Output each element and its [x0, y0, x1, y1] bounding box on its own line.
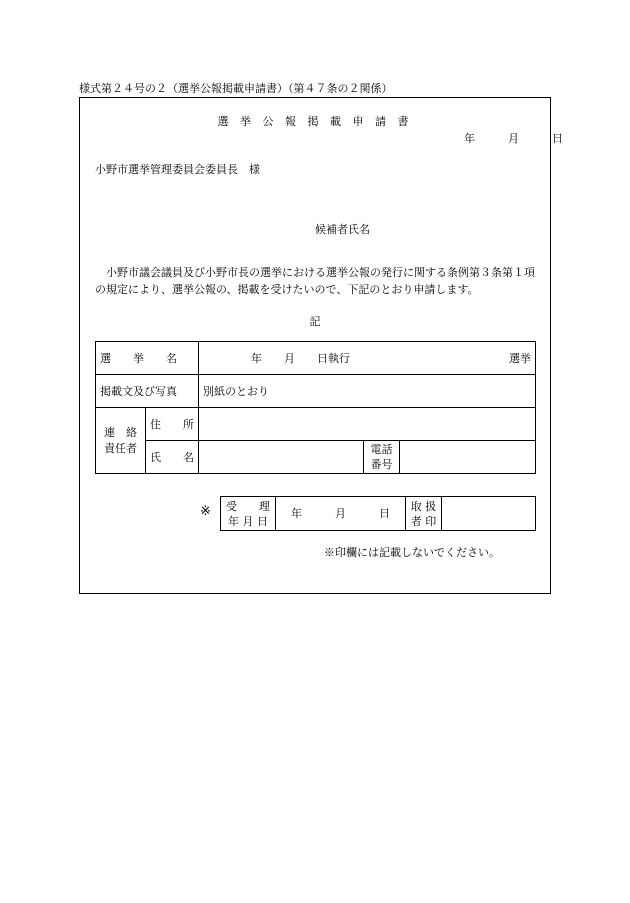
- phone-label: [364, 441, 400, 474]
- application-form: [79, 97, 563, 594]
- application-statement: 小野市議会議員及び小野市長の選挙における選挙公報の発行に関する条例第３条第１項の規定により、選挙公報の、掲載を受けたいので、下記のとおり申請します。: [95, 266, 535, 296]
- address-label: 住 所: [146, 408, 199, 441]
- application-date: [464, 130, 563, 146]
- content-value[interactable]: 別紙のとおり: [199, 375, 536, 408]
- name-field[interactable]: [199, 441, 364, 474]
- phone-label-line2: 番号: [370, 458, 393, 471]
- candidate-name-label: 候補者氏名: [315, 223, 370, 236]
- table-row: [96, 408, 536, 441]
- election-name-label: 選 挙 名: [96, 342, 199, 375]
- phone-field[interactable]: [400, 441, 536, 474]
- date-month-label: 月: [508, 132, 519, 145]
- form-title: 選 挙 公 報 掲 載 申 請 書: [217, 115, 413, 128]
- handler-seal-label: [406, 497, 442, 531]
- table-row: [221, 497, 536, 531]
- contact-label-line2: 責任者: [104, 441, 137, 455]
- received-date-label: [221, 497, 276, 531]
- form-identifier: 様式第２４号の２（選挙公報掲載申請書）（第４７条の２関係）: [79, 82, 393, 95]
- contact-label-line1: 連 絡: [104, 425, 137, 439]
- contact-person-label: [96, 408, 146, 474]
- receipt-table: [220, 496, 536, 531]
- application-table: [95, 341, 536, 474]
- name-label: 氏 名: [146, 441, 199, 474]
- phone-label-line1: 電話: [370, 443, 393, 456]
- date-year-label: 年: [464, 132, 475, 145]
- received-date-field: 年 月 日: [276, 497, 406, 531]
- table-row: [96, 441, 536, 474]
- table-row: [96, 342, 536, 375]
- election-suffix: 選挙: [509, 352, 531, 365]
- handler-label-line2: 者 印: [410, 514, 437, 528]
- election-name-field[interactable]: [199, 342, 536, 375]
- handler-seal-field: [442, 497, 536, 531]
- official-use-mark: ※: [200, 504, 211, 519]
- election-date-text: 年 月 日執行: [251, 352, 350, 365]
- table-row: [96, 375, 536, 408]
- address-field[interactable]: [199, 408, 536, 441]
- content-label: 掲載文及び写真: [96, 375, 199, 408]
- official-use-note: ※印欄には記載しないでください。: [324, 546, 500, 559]
- date-day-label: 日: [552, 132, 563, 145]
- received-label-line2: 年 月 日: [228, 514, 268, 528]
- handler-label-line1: 取 扱: [410, 499, 437, 513]
- addressee: 小野市選挙管理委員会委員長 様: [95, 163, 260, 176]
- ki-heading: 記: [309, 315, 321, 328]
- received-label-line1: 受 理: [226, 499, 270, 513]
